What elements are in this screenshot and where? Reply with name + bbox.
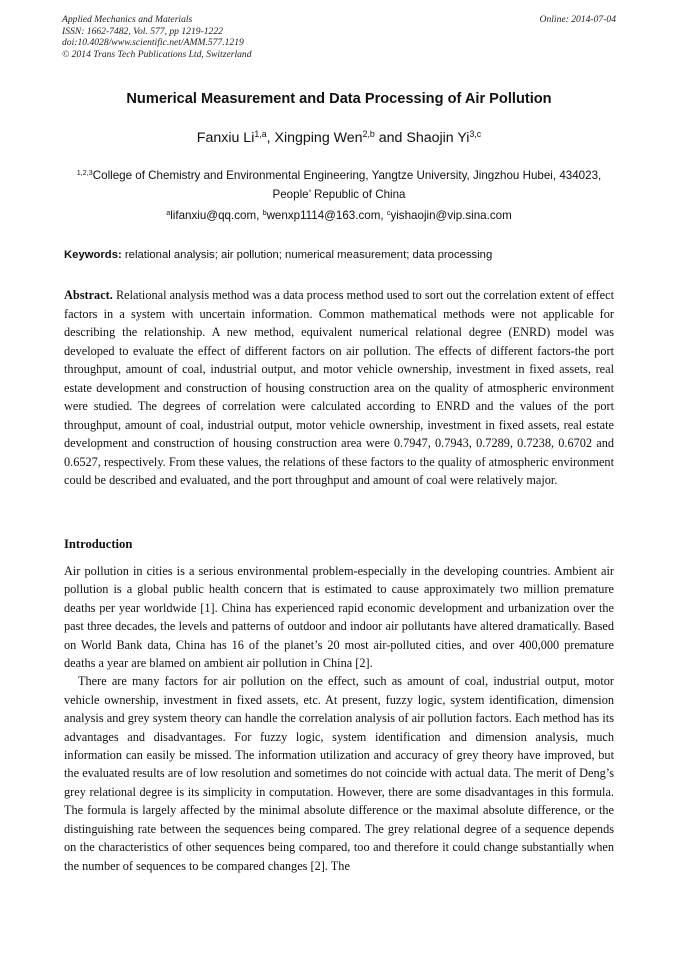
online-date: Online: 2014-07-04 xyxy=(539,14,616,25)
author-separator: and xyxy=(374,130,407,146)
author-separator: , xyxy=(266,130,275,146)
author-name: Fanxiu Li xyxy=(196,130,255,146)
email-address: lifanxiu@qq.com xyxy=(170,209,257,222)
author-superscript: 2,b xyxy=(362,129,375,140)
affiliation xyxy=(60,166,618,204)
paragraph: There are many factors for air pollution on the effect, such as amount of coal, industrial output, motor vehicle ownership, investment in fixed assets, etc. At present, fuzzy logic, system identification, dimension analysis and grey system theory can handle the correlation analysis of air pollution factors. Each method has its advantages and disadvantages. For fuzzy logic, system identification and dimension analysis, much information can easily be missed. The information utilization and accuracy of grey theory have improved, but the evaluated results are of low resolution and sometimes do not coincide with actual data. The merit of Deng’s grey relational degree is its simplicity in computation. However, there are some disadvantages in this formula. The formula is largely affected by the minimal absolute difference or the maximal absolute difference, or the distinguishing rate between the sequences being compared. The grey relational degree of a sequence depends on the characteristics of other sequences being compared, too and therefore it could change substantially when the number of sequences to be compared changes [2]. The xyxy=(64,674,614,873)
email-superscript: b xyxy=(262,208,267,218)
doi-line: doi:10.4028/www.scientific.net/AMM.577.1219 xyxy=(62,37,244,49)
section-heading: Introduction xyxy=(64,537,133,551)
author-name: Shaojin Yi xyxy=(406,130,470,146)
copyright-line: © 2014 Trans Tech Publications Ltd, Switzerland xyxy=(62,48,252,60)
keywords-text: relational analysis; air pollution; numerical measurement; data processing xyxy=(124,249,493,261)
author-superscript: 3,c xyxy=(469,129,482,140)
author-list xyxy=(0,130,678,146)
author-superscript: 1,a xyxy=(254,129,267,140)
affiliation-text: College of Chemistry and Environmental Engineering, Yangtze University, Jingzhou Hubei, 434023, People’ Republic of China xyxy=(92,169,602,201)
keywords xyxy=(64,249,616,261)
paper-title: Numerical Measurement and Data Processing of Air Pollution xyxy=(126,91,552,107)
issn-line: ISSN: 1662-7482, Vol. 577, pp 1219-1222 xyxy=(62,25,223,37)
affiliation-superscript: 1,2,3 xyxy=(76,168,93,178)
journal-header xyxy=(62,14,252,60)
email-address: wenxp1114@163.com xyxy=(266,209,381,222)
author-name: Xingping Wen xyxy=(274,130,363,146)
email-list xyxy=(0,209,678,222)
email-address: yishaojin@vip.sina.com xyxy=(390,209,512,222)
email-separator: , xyxy=(380,209,387,222)
email-superscript: a xyxy=(166,208,171,218)
abstract-label: Abstract. xyxy=(64,288,113,302)
email-separator: , xyxy=(256,209,263,222)
abstract xyxy=(64,286,614,490)
abstract-text: Relational analysis method was a data process method used to sort out the correlation extent of effect factors in a system with uncertain information. Common mathematical methods were not applicable for describing the relationship. A new method, equivalent numerical relational degree (ENRD) model was developed to evaluate the effect of different factors on air pollution. The effects of different factors-the port throughput, amount of coal, industrial output, and motor vehicle ownership, investment in fixed assets, real estate development and construction of housing construction area on the quality of atmospheric environment were studied. The degrees of correlation were calculated according to ENRD and the values of the port throughput, amount of coal, industrial output, motor vehicle ownership, investment in fixed assets, real estate development and construction of housing construction area were 0.7947, 0.7943, 0.7289, 0.7238, 0.6702 and 0.6527, respectively. From these values, the relations of these factors to the quality of atmospheric environment could be described and evaluated, and the port throughput and amount of coal were relatively major. xyxy=(64,288,614,487)
introduction-body xyxy=(64,562,614,875)
email-superscript: c xyxy=(386,208,391,218)
journal-name: Applied Mechanics and Materials xyxy=(62,14,193,25)
paragraph: Air pollution in cities is a serious environmental problem-especially in the developing countries. Ambient air pollution is a global public health concern that is estimated to cause approximately two million premature deaths per year worldwide [1]. China has experienced rapid economic development and urbanization over the past three decades, the levels and patterns of outdoor and indoor air pollutants have altered dramatically. Based on World Bank data, China has 16 of the planet’s 20 most air-polluted cities, and over 400,000 premature deaths a year are blamed on ambient air pollution in China [2]. xyxy=(64,564,614,671)
keywords-label: Keywords: xyxy=(64,249,122,261)
